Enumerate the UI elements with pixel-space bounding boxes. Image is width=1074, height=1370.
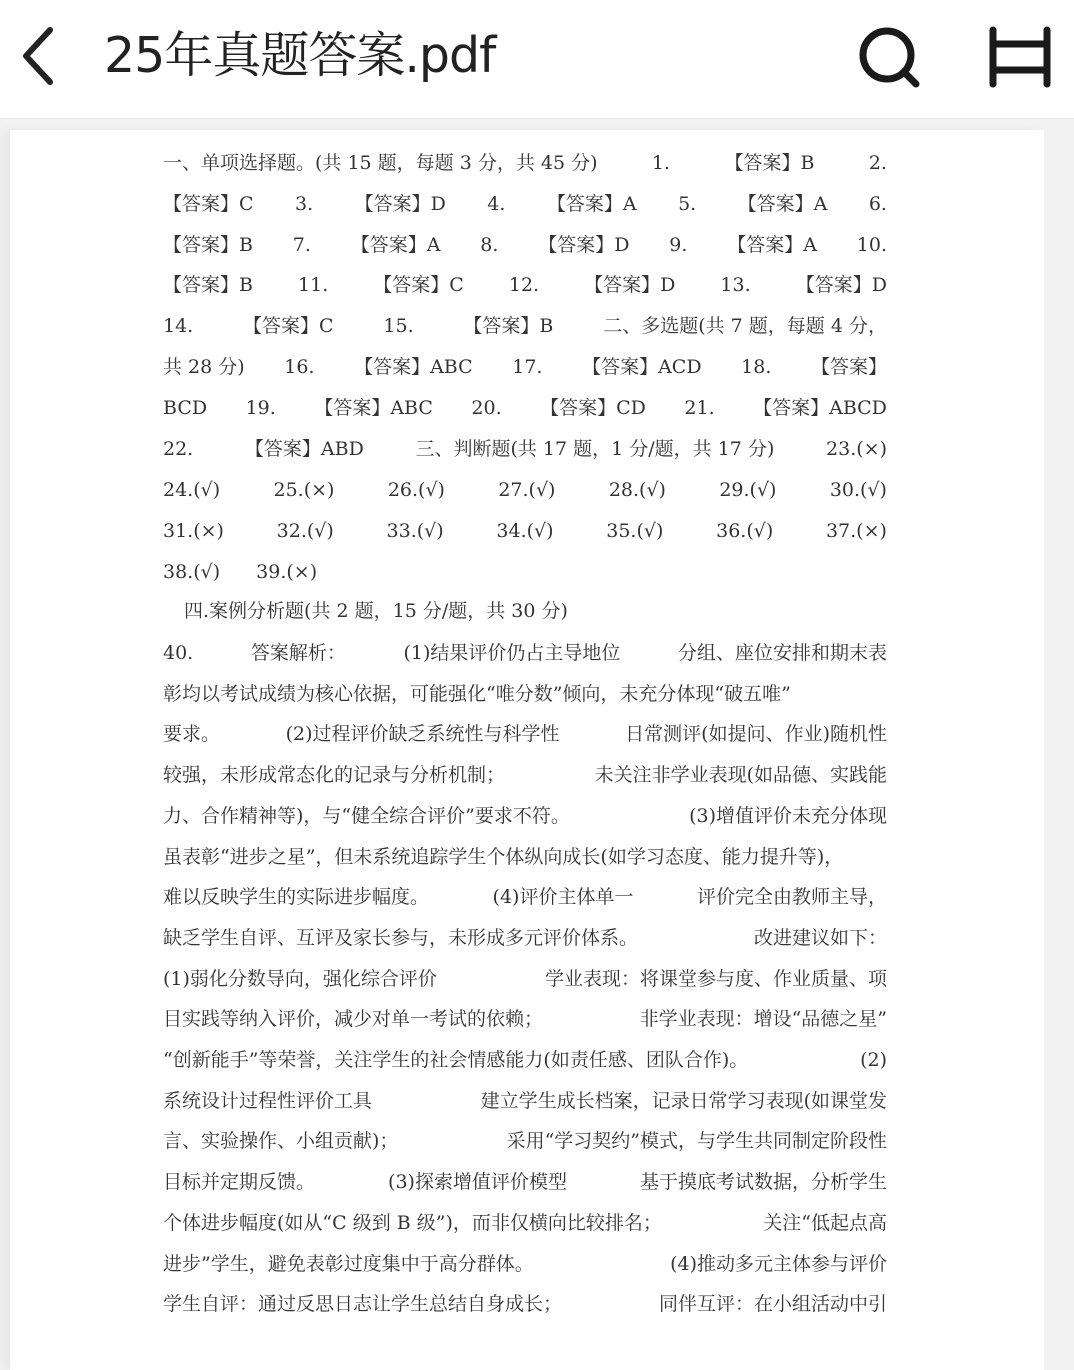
answer-cell: 13. — [720, 274, 751, 296]
answer-cell: 25.(×) — [273, 479, 335, 501]
answer-row — [163, 436, 887, 462]
answer-row — [163, 559, 317, 585]
text-line — [163, 681, 791, 707]
text-segment: (4)评价主体单一 — [492, 886, 634, 909]
answer-cell: 23.(×) — [826, 438, 887, 460]
answer-cell: 5. — [678, 193, 697, 215]
text-segment: 言、实验操作、小组贡献)； — [163, 1130, 399, 1153]
answer-cell: 【答案】ACD — [582, 356, 702, 378]
answer-row — [163, 395, 887, 421]
text-segment: (2) — [860, 1049, 887, 1071]
answer-row — [163, 232, 887, 258]
answer-cell: 【答案】ABC — [354, 356, 473, 378]
answer-cell: 20. — [471, 397, 502, 419]
answer-cell: BCD — [163, 397, 208, 419]
text-segment: 个体进步幅度(如从“C 级到 B 级”)，而非仅横向比较排名； — [163, 1211, 662, 1234]
text-line — [163, 1047, 887, 1073]
text-segment: (3)增值评价未充分体现 — [689, 804, 887, 827]
answer-cell: 7. — [292, 234, 311, 256]
text-line — [163, 762, 887, 788]
answer-cell: 32.(√) — [276, 520, 334, 542]
text-segment: (1)结果评价仍占主导地位 — [403, 642, 621, 664]
answer-cell: 【答案】B — [163, 274, 253, 296]
text-line — [163, 1169, 887, 1195]
answer-cell: 29.(√) — [719, 479, 777, 501]
text-segment: 学业表现：将课堂参与度、作业质量、项 — [544, 967, 887, 990]
text-segment: (3)探索增值评价模型 — [388, 1171, 567, 1194]
text-segment: 进步”学生，避免表彰过度集中于高分群体。 — [163, 1252, 534, 1275]
answer-cell: 8. — [480, 234, 499, 256]
answer-cell: 10. — [856, 234, 887, 256]
answer-cell: 17. — [512, 356, 543, 378]
text-segment: 目标并定期反馈。 — [163, 1171, 316, 1194]
document-title: 25年真题答案.pdf — [104, 27, 496, 84]
text-line — [163, 1006, 887, 1032]
text-line — [163, 966, 887, 992]
text-segment: 虽表彰“进步之星”，但未系统追踪学生个体纵向成长(如学习态度、能力提升等)， — [163, 845, 844, 868]
answer-cell: 16. — [284, 356, 315, 378]
answer-cell: 37.(×) — [825, 520, 887, 542]
text-segment: 彰均以考试成绩为核心依据，可能强化“唯分数”倾向，未充分体现“破五唯” — [163, 682, 791, 705]
answer-row — [163, 477, 887, 503]
answer-cell: 15. — [383, 315, 414, 337]
more-button[interactable] — [984, 26, 1056, 88]
answer-cell: 一、单项选择题。(共 15 题，每题 3 分，共 45 分) — [163, 152, 598, 174]
answer-cell: 39.(×) — [256, 561, 318, 583]
answer-cell: 【答案】B — [724, 152, 815, 174]
text-segment: 未关注非学业表现(如品德、实践能 — [594, 764, 887, 787]
answer-cell: 【答案】D — [354, 193, 446, 215]
answer-cell: 三、判断题(共 17 题，1 分/题，共 17 分) — [415, 438, 775, 460]
answer-cell: 18. — [741, 356, 772, 378]
text-segment: 同伴互评：在小组活动中引 — [658, 1293, 887, 1316]
answer-cell: 【答案】A — [727, 234, 817, 256]
text-segment: 非学业表现：增设“品德之星” — [639, 1008, 887, 1031]
answer-row — [163, 272, 887, 298]
chevron-left-icon — [14, 22, 66, 90]
answer-cell: 【答案】ABCD — [753, 397, 887, 419]
answer-cell: 【答案】B — [463, 315, 554, 337]
back-button[interactable] — [14, 22, 66, 90]
more-icon — [984, 26, 1056, 88]
answer-cell: 【答案】 — [810, 356, 887, 378]
text-segment: 缺乏学生自评、互评及家长参与，未形成多元评价体系。 — [163, 926, 639, 949]
answer-row — [163, 191, 887, 217]
search-icon — [856, 26, 922, 88]
answer-row — [163, 354, 887, 380]
text-line — [163, 803, 887, 829]
answer-cell: 【答案】C — [373, 274, 464, 296]
section-heading: 四.案例分析题(共 2 题，15 分/题，共 30 分) — [184, 600, 568, 622]
answer-cell: 22. — [163, 438, 194, 460]
answer-cell: 38.(√) — [163, 561, 221, 583]
answer-cell: 【答案】A — [737, 193, 828, 215]
text-line — [163, 1128, 887, 1154]
text-line — [163, 884, 887, 910]
answer-cell: 9. — [669, 234, 688, 256]
answer-cell: 【答案】A — [546, 193, 637, 215]
answer-cell: 【答案】D — [584, 274, 676, 296]
answer-cell: 35.(√) — [606, 520, 664, 542]
text-segment: 日常测评(如提问、作业)随机性 — [625, 723, 887, 746]
text-segment: 采用“学习契约”模式，与学生共同制定阶段性 — [506, 1130, 887, 1153]
answer-cell: 【答案】C — [163, 193, 254, 215]
text-segment: 改进建议如下： — [753, 926, 887, 949]
text-segment: 系统设计过程性评价工具 — [163, 1089, 373, 1112]
text-segment: (2)过程评价缺乏系统性与科学性 — [285, 723, 560, 746]
answer-cell: 【答案】D — [795, 274, 887, 296]
answer-cell: 【答案】ABC — [314, 397, 433, 419]
text-line — [163, 1291, 887, 1317]
text-segment: 要求。 — [163, 723, 221, 746]
answer-cell: 1. — [651, 152, 671, 174]
text-segment: 较强，未形成常态化的记录与分析机制； — [163, 764, 506, 787]
answer-cell: 6. — [868, 193, 887, 215]
answer-cell: 二、多选题(共 7 题，每题 4 分， — [603, 315, 887, 337]
answer-cell: 【答案】A — [350, 234, 441, 256]
answer-row — [163, 518, 887, 544]
answer-cell: 34.(√) — [496, 520, 554, 542]
text-line — [163, 1210, 887, 1236]
answer-cell: 【答案】CD — [540, 397, 646, 419]
text-segment: 答案解析： — [250, 642, 346, 664]
answer-cell: 4. — [487, 193, 506, 215]
answer-cell: 14. — [163, 315, 194, 337]
answer-cell: 【答案】C — [243, 315, 334, 337]
answer-cell: 2. — [868, 152, 887, 174]
answer-cell: 12. — [508, 274, 540, 296]
text-segment: 关注“低起点高 — [763, 1211, 887, 1234]
answer-cell: 3. — [295, 193, 314, 215]
answer-cell: 26.(√) — [387, 479, 445, 501]
answer-cell: 31.(×) — [163, 520, 224, 542]
top-bar — [0, 0, 1074, 119]
answer-cell: 11. — [298, 274, 329, 296]
text-segment: 分组、座位安排和期末表 — [677, 642, 887, 664]
answer-cell: 27.(√) — [498, 479, 556, 501]
search-button[interactable] — [856, 26, 922, 88]
answer-row — [163, 313, 887, 339]
answer-cell: 21. — [684, 397, 715, 419]
text-line — [163, 1088, 887, 1114]
text-segment: 力、合作精神等)，与“健全综合评价”要求不符。 — [163, 804, 570, 827]
text-segment: “创新能手”等荣誉，关注学生的社会情感能力(如责任感、团队合作)。 — [163, 1049, 749, 1071]
text-line — [163, 640, 887, 666]
answer-cell: 19. — [245, 397, 276, 419]
answer-cell: 【答案】D — [538, 234, 630, 256]
text-segment: 目实践等纳入评价，减少对单一考试的依赖； — [163, 1008, 544, 1031]
answer-cell: 24.(√) — [163, 479, 221, 501]
text-segment: 建立学生成长档案，记录日常学习表现(如课堂发 — [480, 1089, 887, 1112]
text-segment: (1)弱化分数导向，强化综合评价 — [163, 967, 437, 990]
text-line — [163, 721, 887, 747]
text-segment: 难以反映学生的实际进步幅度。 — [163, 886, 430, 909]
text-segment: 评价完全由教师主导， — [696, 886, 887, 909]
text-line — [163, 844, 843, 870]
answer-cell: 36.(√) — [716, 520, 774, 542]
answer-cell: 33.(√) — [386, 520, 444, 542]
answer-cell: 30.(√) — [829, 479, 887, 501]
answer-cell: 共 28 分) — [163, 356, 245, 378]
answer-row — [163, 150, 887, 176]
answer-cell: 28.(√) — [608, 479, 666, 501]
text-segment: 基于摸底考试数据，分析学生 — [639, 1171, 887, 1194]
text-line — [163, 1251, 887, 1277]
text-segment: (4)推动多元主体参与评价 — [670, 1252, 887, 1275]
text-segment: 40. — [163, 642, 194, 664]
text-line — [163, 925, 887, 951]
text-segment: 学生自评：通过反思日志让学生总结自身成长； — [163, 1293, 563, 1316]
answer-cell: 【答案】ABD — [244, 438, 364, 460]
answer-cell: 【答案】B — [163, 234, 253, 256]
